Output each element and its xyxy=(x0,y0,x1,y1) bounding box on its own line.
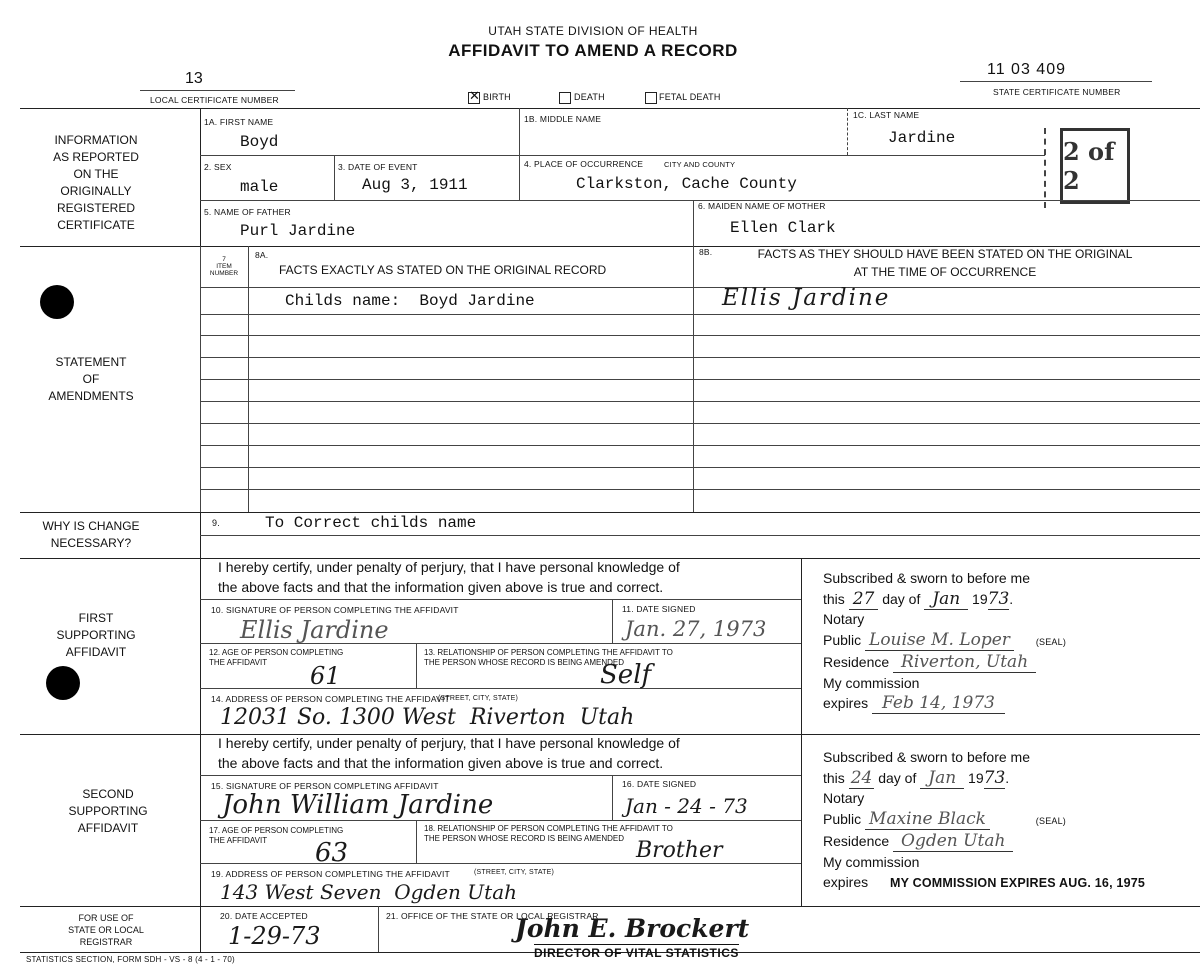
first-name-label: 1A. FIRST NAME xyxy=(204,117,274,127)
section-label-why: WHY IS CHANGE NECESSARY? xyxy=(42,519,140,550)
state-cert-number: 11 03 409 xyxy=(987,61,1066,78)
second-certify-text: I hereby certify, under penalty of perjury, that I have personal knowledge of the above facts and that the information given above is true and correct. xyxy=(218,735,680,771)
second-month-value: Jan xyxy=(920,768,964,789)
second-residence-value: Ogden Utah xyxy=(893,831,1013,852)
first-sig-label: 10. SIGNATURE OF PERSON COMPLETING THE AFFIDAVIT xyxy=(211,605,459,615)
death-checkbox[interactable] xyxy=(559,92,571,104)
first-commission-label: My commission xyxy=(823,674,920,691)
first-seal-label: (SEAL) xyxy=(1035,636,1067,647)
col-8b-title: FACTS AS THEY SHOULD HAVE BEEN STATED ON THE ORIGINAL AT THE TIME OF OCCURRENCE xyxy=(757,247,1133,279)
birth-label: BIRTH xyxy=(483,92,511,102)
second-date-label: 16. DATE SIGNED xyxy=(622,779,697,789)
first-month-value: Jan xyxy=(924,589,968,610)
second-signature: John William Jardine xyxy=(222,790,494,820)
last-name-value: Jardine xyxy=(888,129,956,147)
registrar-signature: John E. Brockert xyxy=(515,914,750,943)
first-age-label: 12. AGE OF PERSON COMPLETING THE AFFIDAVIT xyxy=(209,648,344,667)
second-day-of-label: day of xyxy=(878,769,917,786)
second-rel-value: Brother xyxy=(636,838,723,863)
section-label-second-affidavit: SECOND SUPPORTING AFFIDAVIT xyxy=(68,787,148,835)
col-8a-title: FACTS EXACTLY AS STATED ON THE ORIGINAL RECORD xyxy=(279,263,607,277)
second-notary-name: Maxine Black xyxy=(865,809,990,830)
second-address-value: 143 West Seven Ogden Utah xyxy=(220,880,517,904)
date-accepted-value: 1-29-73 xyxy=(228,922,321,950)
form-footer: STATISTICS SECTION, FORM SDH - VS - 8 (4 - 1 - 70) xyxy=(26,955,235,964)
second-sworn-line: Subscribed & sworn to before me xyxy=(823,749,1030,765)
father-label: 5. NAME OF FATHER xyxy=(204,207,291,217)
place-sub-label: CITY AND COUNTY xyxy=(664,160,736,169)
place-label: 4. PLACE OF OCCURRENCE xyxy=(524,159,644,169)
second-date-value: Jan - 24 - 73 xyxy=(625,794,748,818)
registrar-title: DIRECTOR OF VITAL STATISTICS xyxy=(534,946,739,960)
second-year-value: 73 xyxy=(983,767,1006,788)
why-number: 9. xyxy=(212,518,220,528)
local-cert-label: LOCAL CERTIFICATE NUMBER xyxy=(150,95,279,105)
local-cert-number: 13 xyxy=(185,70,203,87)
second-sig-label: 15. SIGNATURE OF PERSON COMPLETING AFFIDAVIT xyxy=(211,781,439,791)
second-expires-label: expires xyxy=(823,874,869,890)
section-label-registrar: FOR USE OF STATE OR LOCAL REGISTRAR xyxy=(68,913,144,947)
state-cert-label: STATE CERTIFICATE NUMBER xyxy=(993,87,1121,97)
second-commission-label: My commission xyxy=(823,853,920,870)
first-date-value: Jan. 27, 1973 xyxy=(625,617,767,641)
second-rel-label: 18. RELATIONSHIP OF PERSON COMPLETING THE AFFIDAVIT TO THE PERSON WHOSE RECORD IS BEING AMENDED xyxy=(424,824,673,843)
original-fact-value: Childs name: Boyd Jardine xyxy=(285,292,535,310)
second-notary-label: Notary xyxy=(823,790,865,806)
first-day-of-label: day of xyxy=(882,590,921,607)
section-label-info: INFORMATION AS REPORTED ON THE ORIGINALLY REGISTERED CERTIFICATE xyxy=(53,133,139,232)
col-8b-number: 8B. xyxy=(699,247,713,257)
second-year-prefix: 19 xyxy=(968,769,984,786)
first-sworn-line: Subscribed & sworn to before me xyxy=(823,570,1030,586)
first-year-value: 73 xyxy=(987,588,1010,609)
second-notary-panel: Subscribed & sworn to before me this 24 day of Jan 1973. Notary Public Maxine Black (SEAL) Residence Ogden Utah My commission expires MY COMMISSION EXPIRES AUG. 16, 1975 xyxy=(823,747,1200,897)
first-notary-label: Notary xyxy=(823,611,865,627)
first-addr-sub: (STREET, CITY, STATE) xyxy=(438,695,519,702)
birth-checkbox[interactable]: ✕ xyxy=(469,88,480,103)
page-stamp: 2 of 2 xyxy=(1060,128,1130,204)
place-value: Clarkston, Cache County xyxy=(576,175,797,193)
date-of-event-value: Aug 3, 1911 xyxy=(362,176,468,194)
first-year-prefix: 19 xyxy=(972,590,988,607)
first-addr-label: 14. ADDRESS OF PERSON COMPLETING THE AFFIDAVIT xyxy=(211,694,450,704)
fetal-death-checkbox[interactable] xyxy=(645,92,657,104)
second-public-label: Public xyxy=(823,810,862,827)
first-rel-label: 13. RELATIONSHIP OF PERSON COMPLETING THE AFFIDAVIT TO THE PERSON WHOSE RECORD IS BEING AMENDED xyxy=(424,648,673,667)
first-notary-name: Louise M. Loper xyxy=(865,630,1014,651)
second-expires-stamp: MY COMMISSION EXPIRES AUG. 16, 1975 xyxy=(890,876,1146,890)
mother-value: Ellen Clark xyxy=(730,219,836,237)
second-residence-label: Residence xyxy=(823,833,890,849)
first-this-label: this xyxy=(823,590,845,607)
why-reason: To Correct childs name xyxy=(265,514,477,532)
date-accepted-label: 20. DATE ACCEPTED xyxy=(220,911,308,921)
first-address-value: 12031 So. 1300 West Riverton Utah xyxy=(220,705,635,730)
first-certify-text: I hereby certify, under penalty of perjury, that I have personal knowledge of the above facts and that the information given above is true and correct. xyxy=(218,559,680,595)
sex-label: 2. SEX xyxy=(204,162,232,172)
agency-name: UTAH STATE DIVISION OF HEALTH xyxy=(488,24,698,38)
col-8a-number: 8A. xyxy=(255,250,269,260)
second-age-value: 63 xyxy=(315,838,349,868)
death-label: DEATH xyxy=(574,92,605,102)
second-addr-label: 19. ADDRESS OF PERSON COMPLETING THE AFFIDAVIT xyxy=(211,869,450,879)
first-rel-value: Self xyxy=(600,660,652,690)
mother-label: 6. MAIDEN NAME OF MOTHER xyxy=(698,201,826,211)
first-name-value: Boyd xyxy=(240,133,279,151)
second-age-label: 17. AGE OF PERSON COMPLETING THE AFFIDAVIT xyxy=(209,826,344,845)
middle-name-label: 1B. MIDDLE NAME xyxy=(524,114,602,124)
first-day-value: 27 xyxy=(849,589,879,610)
first-expires-value: Feb 14, 1973 xyxy=(872,693,1005,714)
first-signature: Ellis Jardine xyxy=(240,616,389,644)
first-age-value: 61 xyxy=(310,662,341,690)
item-number-label: 7 ITEM NUMBER xyxy=(209,256,239,277)
father-value: Purl Jardine xyxy=(240,222,356,240)
registrar-office-label: 21. OFFICE OF THE STATE OR LOCAL REGISTRAR xyxy=(386,911,599,921)
section-label-first-affidavit: FIRST SUPPORTING AFFIDAVIT xyxy=(56,611,136,659)
first-date-label: 11. DATE SIGNED xyxy=(622,604,696,614)
form-title: AFFIDAVIT TO AMEND A RECORD xyxy=(448,41,738,60)
first-expires-label: expires xyxy=(823,695,869,711)
second-seal-label: (SEAL) xyxy=(1035,815,1067,826)
sex-value: male xyxy=(240,178,279,196)
first-notary-panel: Subscribed & sworn to before me this 27 day of Jan 1973. Notary Public Louise M. Loper (SEAL) Residence Riverton, Utah My commission expires Feb 14, 1973 xyxy=(823,568,1193,718)
second-addr-sub: (STREET, CITY, STATE) xyxy=(474,869,555,876)
first-residence-value: Riverton, Utah xyxy=(893,652,1036,673)
date-of-event-label: 3. DATE OF EVENT xyxy=(338,162,418,172)
section-label-statement: STATEMENT OF AMENDMENTS xyxy=(48,355,134,403)
last-name-label: 1C. LAST NAME xyxy=(853,110,920,120)
second-this-label: this xyxy=(823,769,845,786)
fetal-death-label: FETAL DEATH xyxy=(659,92,721,102)
first-residence-label: Residence xyxy=(823,654,890,670)
punch-hole xyxy=(40,285,74,319)
corrected-fact-value: Ellis Jardine xyxy=(722,285,891,311)
first-public-label: Public xyxy=(823,631,862,648)
second-day-value: 24 xyxy=(850,767,873,788)
punch-hole xyxy=(46,666,80,700)
